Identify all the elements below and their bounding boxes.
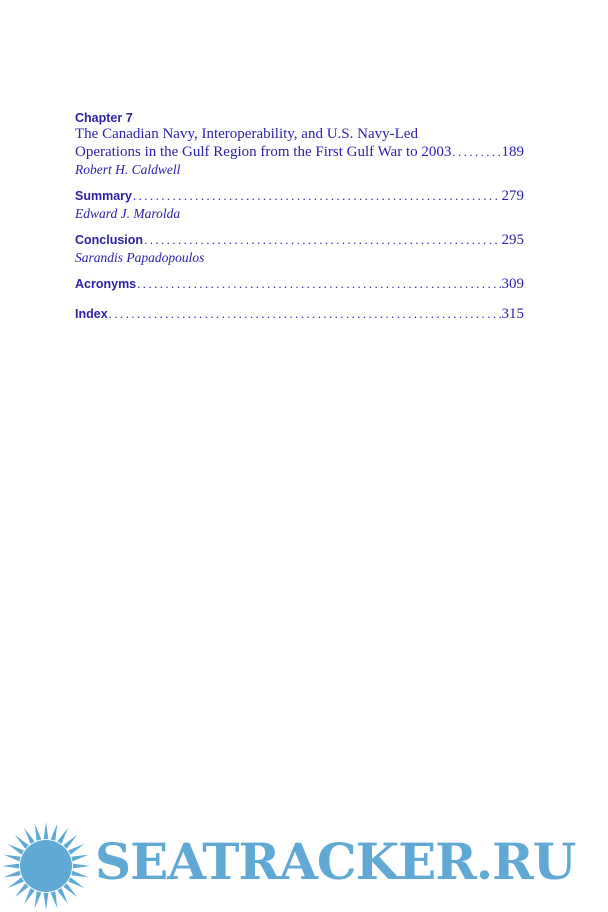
dot-leader [109, 306, 501, 322]
page-number: 189 [501, 144, 524, 160]
sun-ray [57, 888, 68, 904]
dot-leader [133, 188, 501, 204]
sun-ray [44, 822, 49, 839]
watermark [0, 818, 608, 912]
entry-title: Acronyms [75, 277, 137, 291]
chapter-title-line-2-row [75, 143, 524, 161]
sun-ray [71, 855, 88, 862]
sun-ray [63, 883, 77, 897]
toc-entry-conclusion[interactable] [75, 232, 524, 266]
sun-ray [63, 835, 77, 849]
sun-ray [8, 844, 24, 855]
sun-ray [15, 835, 29, 849]
sun-ray [71, 871, 88, 878]
sun-ray [44, 893, 49, 910]
sun-ray [73, 864, 90, 869]
entry-title: Conclusion [75, 233, 144, 247]
sun-ray [8, 877, 24, 888]
dot-leader [452, 143, 500, 160]
watermark-text: SEATRACKER.RU [95, 832, 576, 891]
entry-row [75, 276, 524, 293]
sun-ray [51, 891, 58, 908]
entry-row [75, 188, 524, 205]
sun-ray [68, 877, 84, 888]
dot-leader [144, 232, 500, 248]
author-name: Robert H. Caldwell [75, 162, 181, 177]
table-of-contents [75, 110, 524, 323]
toc-entry-acronyms[interactable] [75, 276, 524, 293]
sun-ray [24, 828, 35, 844]
page-number: 279 [501, 188, 524, 204]
sun-ray [24, 888, 35, 904]
chapter-label: Chapter 7 [75, 111, 133, 125]
page-number: 315 [501, 306, 524, 322]
sun-ray [2, 864, 19, 869]
sun-ray [57, 828, 68, 844]
toc-entry-summary[interactable] [75, 188, 524, 222]
sun-ray [15, 883, 29, 897]
entry-title: Index [75, 307, 108, 321]
toc-entry-index[interactable] [75, 306, 524, 323]
sun-ray [35, 891, 42, 908]
sun-ray [4, 871, 21, 878]
entry-row [75, 232, 524, 249]
sun-ray [35, 824, 42, 841]
chapter-title-line-1: The Canadian Navy, Interoperability, and U.S. Navy-Led [75, 126, 418, 142]
dot-leader [137, 276, 500, 292]
entry-title: Summary [75, 189, 132, 203]
author-name: Sarandis Papadopoulos [75, 250, 205, 265]
sun-ray [4, 855, 21, 862]
author-name: Edward J. Marolda [75, 206, 181, 221]
sun-icon [0, 820, 92, 912]
sun-ray [51, 824, 58, 841]
entry-row [75, 306, 524, 323]
page-number: 309 [501, 276, 524, 292]
chapter-title-line-2: Operations in the Gulf Region from the First Gulf War to 2003 [75, 144, 452, 160]
page-number: 295 [501, 232, 524, 248]
sun-ray [68, 844, 84, 855]
toc-entry-chapter-7[interactable] [75, 110, 524, 178]
